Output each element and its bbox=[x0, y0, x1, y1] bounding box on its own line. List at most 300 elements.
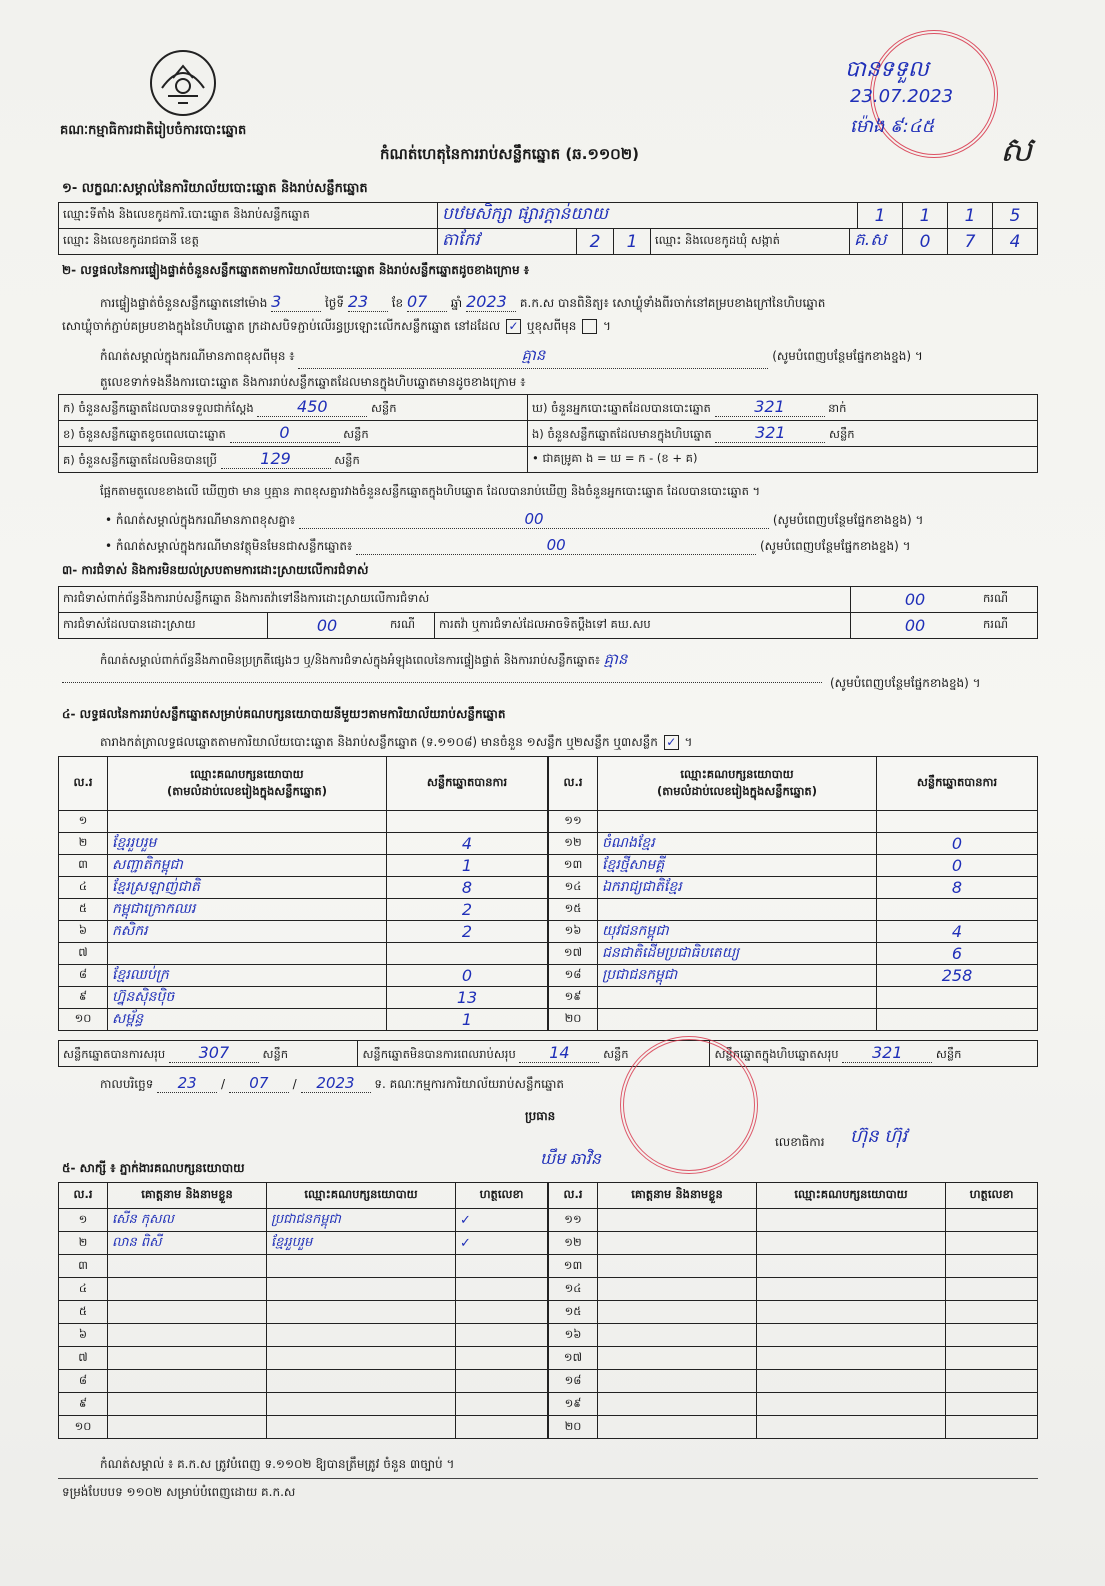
vote-row-votes: 8 bbox=[877, 877, 1038, 899]
col-party-title-right: ឈ្មោះគណបក្សនយោបាយ bbox=[680, 766, 794, 781]
vote-row-party: ខ្មែរស្រឡាញ់ជាតិ bbox=[108, 877, 387, 899]
witness-row-name bbox=[108, 1301, 267, 1324]
fig-e-value: 321 bbox=[715, 423, 825, 443]
witness-row-sign bbox=[946, 1209, 1038, 1232]
witness-row-sign bbox=[456, 1324, 548, 1347]
witness-row-sign bbox=[946, 1278, 1038, 1301]
col-no: ល.រ bbox=[59, 757, 108, 811]
total-invalid-unit: សន្លឹក bbox=[603, 1047, 629, 1061]
witness-row-sign bbox=[946, 1301, 1038, 1324]
vote-row-votes: 6 bbox=[877, 943, 1038, 965]
fig-a-unit: សន្លឹក bbox=[370, 401, 397, 415]
col-party bbox=[108, 757, 387, 811]
s2-bullet2-hint: (សូមបំពេញបន្ថែមផ្នែកខាងខ្នង) ។ bbox=[759, 539, 911, 553]
witness-row-sign bbox=[946, 1324, 1038, 1347]
date-month: 07 bbox=[229, 1074, 289, 1093]
witness-row-party bbox=[267, 1347, 456, 1370]
fig-e-unit: សន្លឹក bbox=[829, 427, 855, 441]
fig-formula: • ជាគម្រូគា ង = ឃ = ក - (ខ + គ) bbox=[528, 447, 1038, 473]
w-col-name: គោត្តនាម និងនាមខ្លួន bbox=[108, 1183, 267, 1209]
witness-row bbox=[549, 1301, 1038, 1324]
vote-row-party: ខ្មែរឈប់ក្រ bbox=[108, 965, 387, 987]
fig-a-value: 450 bbox=[257, 397, 367, 417]
fig-e bbox=[528, 421, 1038, 447]
vote-row-party bbox=[598, 811, 877, 833]
witness-row bbox=[59, 1278, 548, 1301]
vote-row-party: កសិករ bbox=[108, 921, 387, 943]
witness-row-name bbox=[108, 1278, 267, 1301]
witness-row-party bbox=[757, 1278, 946, 1301]
witness-row-name bbox=[598, 1301, 757, 1324]
fig-d-unit: នាក់ bbox=[828, 401, 847, 415]
vote-row-party: ចំណងខ្មែរ bbox=[598, 833, 877, 855]
section1-title: ១- លក្ខណៈសម្គាល់នៃការិយាល័យបោះឆ្នោត និងរាប់សន្លឹកឆ្នោត bbox=[62, 181, 368, 196]
vote-row-votes: 2 bbox=[387, 899, 548, 921]
col-party-right bbox=[598, 757, 877, 811]
witness-row-sign bbox=[456, 1255, 548, 1278]
vote-row bbox=[59, 943, 548, 965]
witness-row-no: ៨ bbox=[59, 1370, 108, 1393]
s2-time-label: ការផ្ទៀងផ្ទាត់ចំនួនសន្លឹកឆ្នោតនៅម៉ោង bbox=[100, 296, 268, 310]
s4-date: កាលបរិច្ឆេទ 23 / 07 / 2023 ទ. គណៈកម្មការការិយាល័យរាប់សន្លឹកឆ្នោត bbox=[100, 1074, 565, 1092]
witness-row bbox=[59, 1232, 548, 1255]
witness-row-name bbox=[598, 1209, 757, 1232]
witness-row-sign bbox=[456, 1370, 548, 1393]
date-suffix: ទ. គណៈកម្មការការិយាល័យរាប់សន្លឹកឆ្នោត bbox=[374, 1077, 565, 1091]
witness-row-party bbox=[757, 1324, 946, 1347]
witness-row bbox=[549, 1347, 1038, 1370]
s3-row2-value2: 00 bbox=[851, 613, 980, 639]
s3-row2-label2: ការតវ៉ា ឬការជំទាស់ដែលអាចទិតប្ដឹងទៅ គឃ.សប bbox=[435, 613, 851, 639]
witness-row bbox=[549, 1370, 1038, 1393]
witness-row-party bbox=[267, 1301, 456, 1324]
vote-row-no: ១៣ bbox=[549, 855, 598, 877]
s2-para2-text: សោឃ្លុំចាក់ភ្ជាប់គម្របខាងក្នុងនៃហិបឆ្នោត ក្រដាសបិទភ្ជាប់លើរន្ធប្រឡោះលើកសន្លឹកឆ្នោត នៅដដែល bbox=[62, 319, 501, 333]
witness-row-name: លាន ពិសី bbox=[108, 1232, 267, 1255]
vote-row-votes: 0 bbox=[877, 833, 1038, 855]
vote-row-votes: 4 bbox=[387, 833, 548, 855]
fig-c bbox=[59, 447, 528, 473]
witness-row-name bbox=[108, 1416, 267, 1439]
s2-month: 07 bbox=[407, 292, 447, 312]
vote-row bbox=[549, 987, 1038, 1009]
vote-row-votes: 2 bbox=[387, 921, 548, 943]
s3-note-hint: (សូមបំពេញបន្ថែមផ្នែកខាងខ្នង) ។ bbox=[830, 676, 981, 690]
witness-row-name bbox=[108, 1393, 267, 1416]
col-party-title: ឈ្មោះគណបក្សនយោបាយ bbox=[190, 766, 304, 781]
witness-row-name bbox=[108, 1347, 267, 1370]
s3-row1-unit: ករណី bbox=[979, 587, 1038, 613]
w-col-no-right: ល.រ bbox=[549, 1183, 598, 1209]
witness-row-sign bbox=[456, 1301, 548, 1324]
date-year: 2023 bbox=[301, 1074, 371, 1093]
s2-figures-table bbox=[58, 394, 1038, 473]
section3-table bbox=[58, 586, 1038, 639]
vote-row-no: ១១ bbox=[549, 811, 598, 833]
vote-row bbox=[59, 921, 548, 943]
w-col-no: ល.រ bbox=[59, 1183, 108, 1209]
s1-com-code-2: 7 bbox=[948, 229, 993, 255]
s1-com-code-3: 4 bbox=[993, 229, 1038, 255]
total-valid bbox=[59, 1041, 358, 1067]
w-col-sign-right: ហត្ថលេខា bbox=[946, 1183, 1038, 1209]
vote-row-votes: 4 bbox=[877, 921, 1038, 943]
witness-row-name bbox=[108, 1324, 267, 1347]
col-party-sub: (តាមលំដាប់លេខរៀងក្នុងសន្លឹកឆ្នោត) bbox=[167, 783, 327, 798]
vote-row bbox=[549, 943, 1038, 965]
total-box-unit: សន្លឹក bbox=[935, 1047, 962, 1061]
fig-b-unit: សន្លឹក bbox=[343, 427, 369, 441]
s3-note bbox=[100, 650, 627, 672]
vote-row bbox=[59, 899, 548, 921]
witness-row-name bbox=[108, 1255, 267, 1278]
witness-row-no: ៥ bbox=[59, 1301, 108, 1324]
s3-row2-label: ការជំទាស់ដែលបានដោះស្រាយ bbox=[59, 613, 268, 639]
total-box-label: សន្លឹកឆ្នោតក្នុងហិបឆ្នោតសរុប bbox=[714, 1047, 839, 1061]
vote-row-party: ឯករាជ្យជាតិខ្មែរ bbox=[598, 877, 877, 899]
witness-row-no: ១៩ bbox=[549, 1393, 598, 1416]
witness-row bbox=[549, 1232, 1038, 1255]
s1-code-1: 1 bbox=[858, 203, 903, 229]
witness-row-no: ២០ bbox=[549, 1416, 598, 1439]
witness-row bbox=[59, 1393, 548, 1416]
vote-row-votes: 1 bbox=[387, 1009, 548, 1031]
s4-intro: តារាងកត់ត្រាលទ្ធផលឆ្នោតតាមការិយាល័យបោះឆ្នោត និងរាប់សន្លឹកឆ្នោត (ទ.១១០៨) មានចំនួន ១សន្លឹក ឬ២សន្លឹក ឬ៣សន្លឹក ✓ ។ bbox=[100, 735, 693, 749]
witness-row-no: ១៨ bbox=[549, 1370, 598, 1393]
vote-row bbox=[549, 855, 1038, 877]
witness-row-party bbox=[267, 1416, 456, 1439]
s2-time: 3 bbox=[271, 292, 321, 312]
s2-note bbox=[100, 346, 1030, 369]
fig-b bbox=[59, 421, 528, 447]
witness-row-party bbox=[267, 1278, 456, 1301]
total-valid-unit: សន្លឹក bbox=[262, 1047, 289, 1061]
witness-row-sign bbox=[946, 1232, 1038, 1255]
s1-code-4: 5 bbox=[993, 203, 1038, 229]
vote-row bbox=[549, 899, 1038, 921]
vote-row-no: ១៩ bbox=[549, 987, 598, 1009]
s1-row1-label: ឈ្មោះទីតាំង និងលេខកូដការិ.បោះឆ្នោត និងរាប់សន្លឹកឆ្នោត bbox=[59, 203, 438, 229]
vote-row-party: ហ្វ៊ុនស៊ិនប៉ិច bbox=[108, 987, 387, 1009]
vote-row-party bbox=[108, 811, 387, 833]
receipt-label: បានទទួល bbox=[845, 57, 929, 82]
footer-divider bbox=[58, 1478, 1038, 1479]
witness-row-party bbox=[757, 1416, 946, 1439]
vote-row-no: ៣ bbox=[59, 855, 108, 877]
witness-row-name bbox=[598, 1324, 757, 1347]
votes-totals bbox=[58, 1040, 1038, 1067]
official-stamp bbox=[620, 1036, 758, 1174]
s3-note-label: កំណត់សម្គាល់ពាក់ព័ន្ធនឹងភាពមិនប្រក្រតីផ្សេងៗ ឬ/និងការជំទាស់ក្នុងអំឡុងពេលនៃការផ្ទៀងផ្ទាត់ និងការរាប់សន្លឹកឆ្នោត៖ bbox=[100, 653, 600, 667]
president-name: ឃឹម ឆាវិន bbox=[540, 1149, 601, 1168]
witness-row-sign bbox=[456, 1347, 548, 1370]
vote-row-no: ១២ bbox=[549, 833, 598, 855]
receipt-signature: ស bbox=[1000, 130, 1033, 170]
vote-row bbox=[549, 811, 1038, 833]
footer-form: ទម្រង់បែបបទ ១១០២ សម្រាប់បំពេញដោយ គ.ក.ស bbox=[62, 1485, 296, 1499]
witness-row-name bbox=[598, 1255, 757, 1278]
total-valid-value: 307 bbox=[169, 1043, 259, 1063]
s2-note-value: គ្មាន bbox=[298, 346, 768, 369]
s1-code-2: 1 bbox=[903, 203, 948, 229]
total-valid-label: សន្លឹកឆ្នោតបានការសរុប bbox=[63, 1047, 166, 1061]
vote-row bbox=[59, 987, 548, 1009]
section5-title: ៥- សាក្សី ៖ ភ្នាក់ងារគណបក្សនយោបាយ bbox=[62, 1161, 245, 1175]
witness-row-sign bbox=[456, 1278, 548, 1301]
s1-prov-code-2: 1 bbox=[614, 229, 651, 255]
witness-row bbox=[549, 1324, 1038, 1347]
witness-row-no: ៤ bbox=[59, 1278, 108, 1301]
vote-row-votes: 258 bbox=[877, 965, 1038, 987]
witness-row bbox=[549, 1255, 1038, 1278]
witness-row bbox=[59, 1301, 548, 1324]
s2-month-label: ខែ bbox=[391, 296, 404, 310]
witness-row-no: ១៦ bbox=[549, 1324, 598, 1347]
vote-row-no: ១៧ bbox=[549, 943, 598, 965]
w-col-party: ឈ្មោះគណបក្សនយោបាយ bbox=[267, 1183, 456, 1209]
s3-note-value: គ្មាន bbox=[603, 650, 628, 668]
vote-row bbox=[59, 811, 548, 833]
vote-row-votes bbox=[387, 811, 548, 833]
section4-title: ៤- លទ្ធផលនៃការរាប់សន្លឹកឆ្នោតសម្រាប់គណបក្សនយោបាយនីមួយៗតាមការិយាល័យរាប់សន្លឹកឆ្នោត bbox=[62, 707, 506, 721]
president-label: ប្រធាន bbox=[525, 1109, 556, 1123]
fig-d-label: ឃ) ចំនួនអ្នកបោះឆ្នោតដែលបានបោះឆ្នោត bbox=[532, 401, 711, 415]
vote-row-votes bbox=[877, 899, 1038, 921]
witness-row-name: សើន កុសល bbox=[108, 1209, 267, 1232]
witness-row-party bbox=[757, 1393, 946, 1416]
s1-province: តាកែវ bbox=[438, 229, 577, 255]
vote-row bbox=[549, 921, 1038, 943]
s2-bullet1-label: • កំណត់សម្គាល់ក្នុងករណីមានភាពខុសគ្នា៖ bbox=[105, 513, 296, 527]
vote-row-votes bbox=[877, 987, 1038, 1009]
witness-row-sign bbox=[456, 1393, 548, 1416]
s2-year-label: ឆ្នាំ bbox=[450, 296, 463, 310]
fig-c-unit: សន្លឹក bbox=[334, 453, 360, 467]
vote-row-party bbox=[598, 1009, 877, 1031]
votes-table-left bbox=[58, 756, 548, 1031]
secretary-label: លេខាធិការ bbox=[775, 1135, 825, 1149]
witness-row-no: ១៥ bbox=[549, 1301, 598, 1324]
s1-com-code-1: 0 bbox=[903, 229, 948, 255]
vote-row bbox=[59, 877, 548, 899]
date-label: កាលបរិច្ឆេទ bbox=[100, 1077, 154, 1091]
s3-row2-unit: ករណី bbox=[386, 613, 435, 639]
fig-e-label: ង) ចំនួនសន្លឹកឆ្នោតដែលមានក្នុងហិបឆ្នោត bbox=[532, 427, 712, 441]
s2-different-label: ឬខុសពីមុន bbox=[526, 319, 577, 333]
s2-bullet2-value: 00 bbox=[356, 536, 756, 555]
witness-row bbox=[549, 1416, 1038, 1439]
fig-c-label: គ) ចំនួនសន្លឹកឆ្នោតដែលមិនបានប្រើ bbox=[63, 453, 217, 467]
s1-commune-label: ឈ្មោះ និងលេខកូដឃុំ សង្កាត់ bbox=[651, 229, 850, 255]
witness-row-no: ១០ bbox=[59, 1416, 108, 1439]
witness-row-party bbox=[267, 1255, 456, 1278]
w-col-party-right: ឈ្មោះគណបក្សនយោបាយ bbox=[757, 1183, 946, 1209]
s3-row2-unit2: ករណី bbox=[979, 613, 1038, 639]
s2-day-label: ថ្ងៃទី bbox=[325, 296, 345, 310]
vote-row-no: ១៥ bbox=[549, 899, 598, 921]
vote-row bbox=[59, 1009, 548, 1031]
witness-row-no: ១ bbox=[59, 1209, 108, 1232]
vote-row bbox=[59, 965, 548, 987]
witness-row-no: ១៤ bbox=[549, 1278, 598, 1301]
s2-note-hint: (សូមបំពេញបន្ថែមផ្នែកខាងខ្នង) ។ bbox=[772, 349, 923, 363]
vote-row bbox=[59, 855, 548, 877]
witness-row-sign bbox=[946, 1370, 1038, 1393]
form-title: កំណត់ហេតុនៃការរាប់សន្លឹកឆ្នោត (ឆ.១១០២) bbox=[380, 145, 640, 163]
vote-row-party: យុវជនកម្ពុជា bbox=[598, 921, 877, 943]
vote-row-party: ខ្មែររួបរួម bbox=[108, 833, 387, 855]
witness-row bbox=[59, 1416, 548, 1439]
witness-row-party bbox=[757, 1232, 946, 1255]
col-party-sub-right: (តាមលំដាប់លេខរៀងក្នុងសន្លឹកឆ្នោត) bbox=[657, 783, 817, 798]
vote-row-no: ៤ bbox=[59, 877, 108, 899]
vote-row-party: សម្ព័ន្ធ bbox=[108, 1009, 387, 1031]
fig-d-value: 321 bbox=[715, 397, 825, 417]
s2-bullet1-hint: (សូមបំពេញបន្ថែមផ្នែកខាងខ្នង) ។ bbox=[772, 513, 924, 527]
fig-a-label: ក) ចំនួនសន្លឹកឆ្នោតដែលបានទទួលជាក់ស្ដែង bbox=[63, 401, 254, 415]
fig-c-value: 129 bbox=[221, 449, 331, 469]
s1-row1-value: បឋមសិក្សា ផ្សារក្ដាន់យាយ bbox=[438, 203, 858, 229]
vote-row-no: ៩ bbox=[59, 987, 108, 1009]
agency-name: គណៈកម្មាធិការជាតិរៀបចំការបោះឆ្នោត bbox=[60, 123, 247, 138]
witness-row-name bbox=[598, 1393, 757, 1416]
s2-year: 2023 bbox=[466, 292, 516, 312]
same-checkbox[interactable]: ✓ bbox=[506, 319, 521, 334]
col-votes-right: សន្លឹកឆ្នោតបានការ bbox=[877, 757, 1038, 811]
witness-row-party: ខ្មែររួបរួម bbox=[267, 1232, 456, 1255]
witness-row-name bbox=[598, 1347, 757, 1370]
vote-row-no: ១៦ bbox=[549, 921, 598, 943]
receipt-date: 23.07.2023 bbox=[850, 86, 954, 107]
col-no-right: ល.រ bbox=[549, 757, 598, 811]
s3-row1-value: 00 bbox=[851, 587, 980, 613]
votes-table-right bbox=[548, 756, 1038, 1031]
witness-row bbox=[59, 1255, 548, 1278]
w-col-name-right: គោត្តនាម និងនាមខ្លួន bbox=[598, 1183, 757, 1209]
witness-row-no: ១២ bbox=[549, 1232, 598, 1255]
vote-row-no: ១៨ bbox=[549, 965, 598, 987]
vote-row-no: ១០ bbox=[59, 1009, 108, 1031]
s2-para2: សោឃ្លុំចាក់ភ្ជាប់គម្របខាងក្នុងនៃហិបឆ្នោត ក្រដាសបិទភ្ជាប់លើរន្ធប្រឡោះលើកសន្លឹកឆ្នោត នៅដដែល ✓ ឬខុសពីមុន ។ bbox=[62, 319, 611, 333]
witness-table-left bbox=[58, 1182, 548, 1439]
fig-b-label: ខ) ចំនួនសន្លឹកឆ្នោតខូចពេលបោះឆ្នោត bbox=[63, 427, 226, 441]
vote-row bbox=[549, 833, 1038, 855]
col-votes: សន្លឹកឆ្នោតបានការ bbox=[387, 757, 548, 811]
nec-logo bbox=[148, 48, 218, 118]
witness-row-name bbox=[598, 1370, 757, 1393]
s1-row2-label: ឈ្មោះ និងលេខកូដរាជធានី ខេត្ត bbox=[59, 229, 438, 255]
section1-table bbox=[58, 202, 1038, 255]
witness-row-no: ១៧ bbox=[549, 1347, 598, 1370]
vote-row-votes: 13 bbox=[387, 987, 548, 1009]
vote-row-no: ២ bbox=[59, 833, 108, 855]
vote-row-party: កម្ពុជាក្រោកឈរ bbox=[108, 899, 387, 921]
vote-row-votes: 1 bbox=[387, 855, 548, 877]
total-box-value: 321 bbox=[842, 1043, 932, 1063]
vote-row-no: ៧ bbox=[59, 943, 108, 965]
vote-row bbox=[549, 965, 1038, 987]
witness-row bbox=[549, 1209, 1038, 1232]
secretary-name: ហ៊ុន ហ៊ុវ bbox=[850, 1126, 908, 1147]
witness-row-name bbox=[598, 1416, 757, 1439]
witness-row-no: ១១ bbox=[549, 1209, 598, 1232]
footer-note: កំណត់សម្គាល់ ៖ គ.ក.ស ត្រូវបំពេញ ទ.១១០២ ឱ្យបានត្រឹមត្រូវ ចំនួន ៣ច្បាប់ ។ bbox=[100, 1457, 455, 1471]
vote-row-no: ៦ bbox=[59, 921, 108, 943]
w-col-sign: ហត្ថលេខា bbox=[456, 1183, 548, 1209]
vote-row-votes: 0 bbox=[387, 965, 548, 987]
vote-row-no: ៨ bbox=[59, 965, 108, 987]
fig-a bbox=[59, 395, 528, 421]
witness-row-party bbox=[757, 1209, 946, 1232]
vote-row bbox=[549, 877, 1038, 899]
witness-row bbox=[549, 1278, 1038, 1301]
vote-row-no: ២០ bbox=[549, 1009, 598, 1031]
date-day: 23 bbox=[157, 1074, 217, 1093]
witness-row-party bbox=[267, 1393, 456, 1416]
s2-intro: តួលេខទាក់ទងនឹងការបោះឆ្នោត និងការរាប់សន្លឹកឆ្នោតដែលមានក្នុងហិបឆ្នោតមានដូចខាងក្រោម ៖ bbox=[100, 375, 526, 389]
witness-row-no: ៧ bbox=[59, 1347, 108, 1370]
s2-bullet1-value: 00 bbox=[299, 510, 769, 529]
s1-commune: គ.ស bbox=[850, 229, 903, 255]
witness-row-party bbox=[267, 1370, 456, 1393]
vote-row-party bbox=[108, 943, 387, 965]
s2-bullet1 bbox=[105, 510, 923, 530]
total-invalid-label: សន្លឹកឆ្នោតមិនបានការពេលរាប់សរុប bbox=[362, 1047, 516, 1061]
witness-row-name bbox=[598, 1278, 757, 1301]
witness-row-name bbox=[108, 1370, 267, 1393]
witness-row bbox=[59, 1324, 548, 1347]
witness-row-party: ប្រជាជនកម្ពុជា bbox=[267, 1209, 456, 1232]
section2-title: ២- លទ្ធផលនៃការផ្ទៀងផ្ទាត់ចំនួនសន្លឹកឆ្នោតតាមការិយាល័យបោះឆ្នោត និងរាប់សន្លឹកឆ្នោតដូចខាងក្រោម ៖ bbox=[62, 263, 530, 277]
section3-title: ៣- ការជំទាស់ និងការមិនយល់ស្របតាមការដោះស្រាយលើការជំទាស់ bbox=[62, 563, 369, 577]
s2-para1 bbox=[100, 292, 825, 313]
vote-row-votes bbox=[877, 1009, 1038, 1031]
fig-b-value: 0 bbox=[230, 423, 340, 443]
vote-row-party: សញ្ជាតិកម្ពុជា bbox=[108, 855, 387, 877]
witness-row-party bbox=[267, 1324, 456, 1347]
vote-row-votes bbox=[387, 943, 548, 965]
total-invalid-value: 14 bbox=[519, 1043, 599, 1063]
witness-row-sign bbox=[946, 1416, 1038, 1439]
s3-note-line bbox=[62, 682, 822, 683]
vote-row-party bbox=[598, 987, 877, 1009]
witness-row bbox=[59, 1370, 548, 1393]
witness-row-party bbox=[757, 1370, 946, 1393]
witness-row-party bbox=[757, 1347, 946, 1370]
s2-check-line: ផ្អែកតាមតួលេខខាងលើ ឃើញថា មាន ឬគ្មាន ភាពខុសគ្នារវាងចំនួនសន្លឹកឆ្នោតក្នុងហិបឆ្នោត ដែលបានរាប់ឃើញ និងចំនួនអ្នកបោះឆ្នោត ដែលបានបោះឆ្នោត ។ bbox=[100, 484, 761, 498]
witness-row-no: ៦ bbox=[59, 1324, 108, 1347]
s2-bullet2-label: • កំណត់សម្គាល់ក្នុងករណីមានវត្ថុមិនមែនជាសន្លឹកឆ្នោត៖ bbox=[105, 539, 353, 553]
different-checkbox[interactable] bbox=[582, 319, 597, 334]
vote-row-votes bbox=[877, 811, 1038, 833]
witness-row-no: ១៣ bbox=[549, 1255, 598, 1278]
s3-row2-value: 00 bbox=[268, 613, 387, 639]
witness-row-no: ៩ bbox=[59, 1393, 108, 1416]
witness-row-no: ២ bbox=[59, 1232, 108, 1255]
witness-row-sign bbox=[946, 1393, 1038, 1416]
s4-intro-text: តារាងកត់ត្រាលទ្ធផលឆ្នោតតាមការិយាល័យបោះឆ្នោត និងរាប់សន្លឹកឆ្នោត (ទ.១១០៨) មានចំនួន ១សន្លឹក ឬ២សន្លឹក ឬ៣សន្លឹក bbox=[100, 735, 658, 749]
s1-code-3: 1 bbox=[948, 203, 993, 229]
vote-row-party bbox=[598, 899, 877, 921]
vote-row-votes: 0 bbox=[877, 855, 1038, 877]
vote-row-no: ៥ bbox=[59, 899, 108, 921]
vote-row-party: ជនជាតិដើមប្រជាធិបតេយ្យ bbox=[598, 943, 877, 965]
s2-note-label: កំណត់សម្គាល់ក្នុងករណីមានភាពខុសពីមុន ៖ bbox=[100, 349, 295, 363]
vote-row-votes: 8 bbox=[387, 877, 548, 899]
witness-row bbox=[549, 1393, 1038, 1416]
three-sheet-checkbox[interactable]: ✓ bbox=[664, 735, 679, 750]
s2-para1-end: គ.ក.ស បានពិនិត្យ៖ សោឃ្លុំទាំងពីរចាក់នៅគម្របខាងក្រៅនៃហិបឆ្នោត bbox=[519, 296, 826, 310]
